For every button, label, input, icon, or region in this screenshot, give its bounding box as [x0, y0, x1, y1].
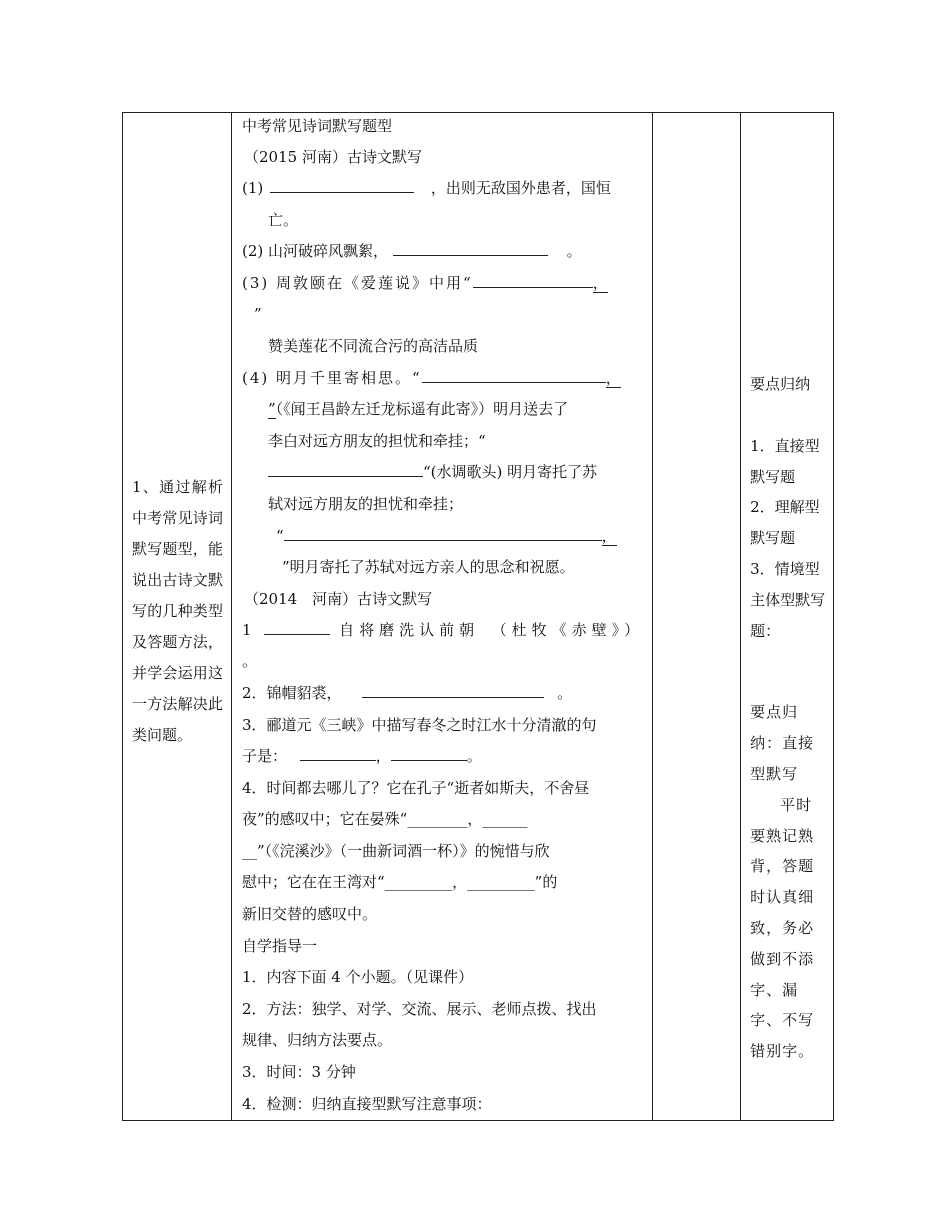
question-3: (3) 周敦颐在《爱莲说》中用“ ，	[242, 268, 644, 300]
question-1-continued: 亡。	[268, 210, 299, 229]
guide-item-3: 3．时间：3 分钟	[242, 1063, 356, 1082]
content-body	[232, 111, 652, 1120]
answer-blank	[264, 616, 330, 635]
section-2015-title: （2015 河南）古诗文默写	[244, 148, 422, 166]
summary-body	[741, 113, 833, 1067]
answer-blank	[268, 458, 423, 477]
item-4-line-3: __”（《浣溪沙》（一曲新词酒一杯）》的惋惜与欣	[242, 841, 550, 860]
question-4-line-7: ”明月寄托了苏轼对远方亲人的思念和祝愿。	[282, 558, 575, 577]
guide-item-4: 4．检测：归纳直接型默写注意事项：	[242, 1094, 492, 1113]
content-cell	[232, 113, 653, 1121]
summary-item: 2．理解型默写题	[750, 498, 820, 548]
question-2: (2) 山河破碎风飘絮， 。	[242, 236, 644, 268]
answer-blank	[391, 742, 467, 761]
summary-item: 3．情境型主体型默写题：	[750, 559, 826, 640]
answer-blank	[422, 364, 606, 383]
summary-cell	[741, 113, 834, 1121]
item-4: 4．时间都去哪儿了？它在孔子“逝者如斯夫，不舍昼	[242, 778, 590, 797]
objective-cell	[123, 113, 232, 1121]
item-4-line-5: 新旧交替的感叹中。	[242, 905, 378, 924]
item-2: 2．锦帽貂裘， 。	[242, 678, 644, 710]
answer-blank	[362, 679, 544, 698]
item-3-answer: 子是： ， 。	[242, 741, 644, 773]
summary-title: 要点归纳	[750, 375, 811, 393]
content-heading: 中考常见诗词默写题型	[242, 117, 393, 135]
answer-blank	[270, 174, 414, 193]
guide-item-1: 1．内容下面 4 个小题。（见课件）	[242, 968, 474, 987]
note-title: 要点归纳：直接型默写	[750, 703, 815, 783]
table-row	[123, 113, 834, 1121]
learning-objective: 1、通过解析中考常见诗词默写题型，能说出古诗文默写的几种类型及答题方法，并学会运用这一方法解决此类问题。	[132, 478, 223, 745]
answer-blank	[300, 742, 376, 761]
question-4-line-5: 轼对远方朋友的担忧和牵挂；	[268, 494, 464, 513]
answer-blank	[473, 269, 593, 288]
guide-item-2: 2．方法：独学、对学、交流、展示、老师点拨、找出	[242, 999, 597, 1018]
question-3-quote: ”	[254, 305, 262, 324]
question-4-line-3: 李白对远方朋友的担忧和牵挂；“	[268, 431, 486, 450]
item-4-line-4: 慰中；它在在王湾对“_________，_________”的	[242, 873, 558, 892]
empty-cell	[653, 113, 741, 1121]
question-4-line-6: “ ，	[242, 521, 644, 553]
question-4-line-2: ”（《闻王昌龄左迁龙标遥有此寄》）明月送去了	[268, 400, 569, 419]
answer-blank	[393, 237, 548, 256]
guide-item-2-continued: 规律、归纳方法要点。	[242, 1031, 393, 1050]
item-4-line-2: 夜”的感叹中；它在晏殊“________，______	[242, 810, 528, 829]
summary-item: 1．直接型默写题	[750, 436, 820, 486]
item-1-end: 。	[242, 652, 258, 671]
question-1: (1) ，出则无敌国外患者，国恒	[242, 173, 644, 205]
lesson-plan-table	[122, 112, 834, 1121]
note-body: 平时要熟记熟背，答题时认真细致，务必做到不添字、漏字、不写错别字。	[750, 795, 815, 1061]
guide-title: 自学指导一	[242, 936, 318, 955]
question-3-continued: 赞美莲花不同流合污的高洁品质	[268, 336, 479, 355]
question-4-line-4: “(水调歌头) 明月寄托了苏	[242, 457, 644, 489]
answer-blank	[284, 522, 602, 541]
item-3: 3．郦道元《三峡》中描写春冬之时江水十分清澈的句	[242, 715, 597, 734]
question-4: (4) 明月千里寄相思。“ ，	[242, 363, 644, 395]
item-1: 1 自将磨洗认前朝 （杜牧《赤壁》）	[242, 615, 644, 647]
section-2014-title: （2014 河南）古诗文默写	[244, 589, 433, 608]
